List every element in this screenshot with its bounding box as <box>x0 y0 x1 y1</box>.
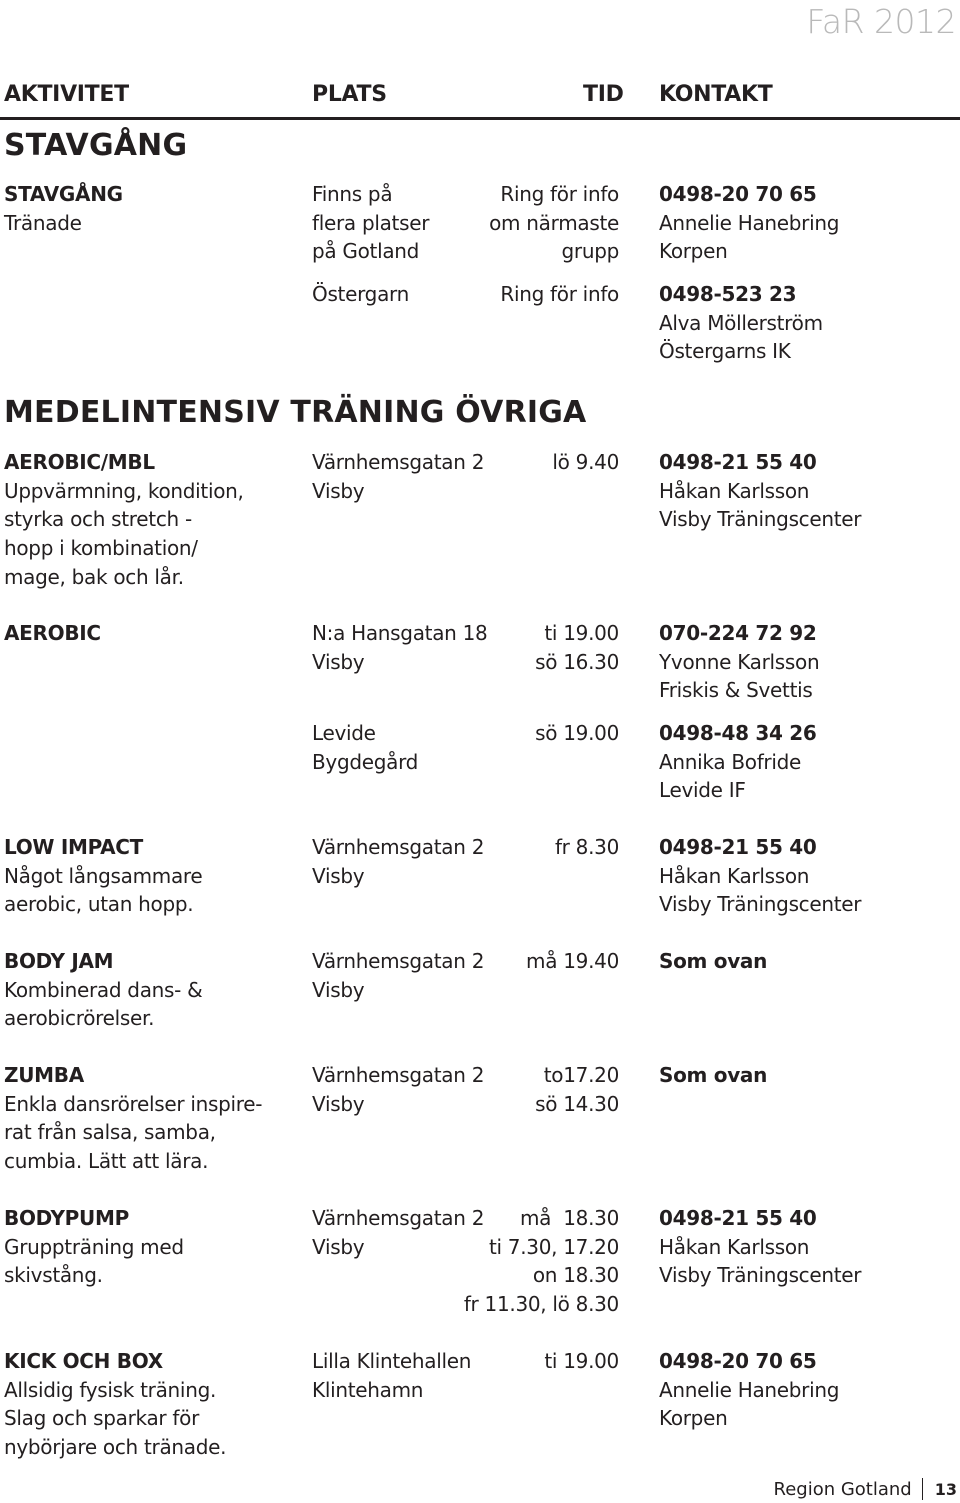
activity-title: STAVGÅNG <box>4 182 123 206</box>
contact-phone: 0498-20 70 65 <box>659 182 817 206</box>
activity-title: KICK OCH BOX <box>4 1349 163 1373</box>
contact-phone: Som ovan <box>659 1063 768 1087</box>
location: N:a Hansgatan 18 Visby <box>312 621 488 674</box>
contact-name: Alva Möllerström Östergarns IK <box>659 310 823 364</box>
location: Lilla Klintehallen Klintehamn <box>312 1349 472 1402</box>
time: må 19.40 <box>526 949 619 973</box>
contact-cell <box>659 719 817 805</box>
contact-cell <box>659 448 861 534</box>
footer-region: Region Gotland <box>773 1478 912 1500</box>
time: to17.20 sö 14.30 <box>535 1063 619 1116</box>
time: ti 19.00 <box>544 1349 619 1373</box>
time: fr 8.30 <box>554 835 619 859</box>
contact-name: Annika Bofride Levide IF <box>659 749 802 803</box>
contact-phone: 0498-21 55 40 <box>659 1206 817 1230</box>
time: lö 9.40 <box>552 450 619 474</box>
activity-cell <box>4 833 202 919</box>
time: sö 19.00 <box>535 721 619 745</box>
page-number: 13 <box>934 1479 957 1499</box>
column-header-plats: PLATS <box>312 82 387 107</box>
activity-description: Allsidig fysisk träning. Slag och sparkar för nybörjare och tränade. <box>4 1377 227 1460</box>
section-title-stavgang: STAVGÅNG <box>4 128 188 163</box>
page-footer <box>774 1477 960 1501</box>
location: Värnhemsgatan 2 Visby <box>312 949 485 1002</box>
location: Värnhemsgatan 2 Visby <box>312 1206 485 1259</box>
column-header-tid: TID <box>583 82 624 107</box>
activity-cell <box>4 180 123 237</box>
contact-cell <box>659 833 861 919</box>
contact-phone: 0498-523 23 <box>659 282 797 306</box>
contact-cell <box>659 1204 861 1290</box>
contact-cell <box>659 180 839 266</box>
contact-phone: 0498-21 55 40 <box>659 450 817 474</box>
contact-phone: 0498-20 70 65 <box>659 1349 817 1373</box>
activity-cell <box>4 1061 262 1176</box>
activity-title: BODYPUMP <box>4 1206 129 1230</box>
contact-phone: Som ovan <box>659 949 768 973</box>
footer-divider <box>922 1478 923 1500</box>
publication-label: FaR 2012 <box>806 2 956 41</box>
activity-cell <box>4 947 202 1033</box>
time: Ring för info om närmaste grupp <box>489 182 619 264</box>
contact-name: Håkan Karlsson Visby Träningscenter <box>659 478 862 532</box>
activity-title: BODY JAM <box>4 949 114 973</box>
activity-description: Kombinerad dans- & aerobicrörelser. <box>4 977 203 1031</box>
activity-description: Enkla dansrörelser inspire- rat från salsa, samba, cumbia. Lätt att lära. <box>4 1091 263 1174</box>
location: Finns på flera platser på Gotland <box>312 182 430 264</box>
activity-cell <box>4 1204 184 1290</box>
contact-name: Annelie Hanebring Korpen <box>659 1377 840 1431</box>
activity-cell <box>4 448 244 592</box>
activity-title: AEROBIC <box>4 621 101 645</box>
location: Östergarn <box>312 282 409 306</box>
activity-title: AEROBIC/MBL <box>4 450 155 474</box>
contact-cell <box>659 947 767 976</box>
contact-name: Yvonne Karlsson Friskis & Svettis <box>659 649 820 703</box>
contact-name: Håkan Karlsson Visby Träningscenter <box>659 863 862 917</box>
activity-description: Tränade <box>4 210 82 235</box>
section-title-medelintensiv: MEDELINTENSIV TRÄNING ÖVRIGA <box>4 395 587 430</box>
time: Ring för info <box>500 282 619 306</box>
activity-description: Gruppträning med skivstång. <box>4 1234 184 1288</box>
header-rule <box>0 117 960 120</box>
contact-phone: 0498-48 34 26 <box>659 721 817 745</box>
column-header-kontakt: KONTAKT <box>659 82 773 107</box>
time: må 18.30 ti 7.30, 17.20 on 18.30 fr 11.30, lö 8.30 <box>463 1206 619 1317</box>
activity-title: LOW IMPACT <box>4 835 144 859</box>
contact-phone: 070-224 72 92 <box>659 621 817 645</box>
contact-cell <box>659 1347 839 1433</box>
activity-description: Uppvärmning, kondition, styrka och stretch - hopp i kombination/ mage, bak och lår. <box>4 478 244 589</box>
time: ti 19.00 sö 16.30 <box>535 621 619 674</box>
contact-cell <box>659 1061 767 1090</box>
activity-cell <box>4 1347 226 1462</box>
location: Levide Bygdegård <box>312 721 419 774</box>
activity-description: Något långsammare aerobic, utan hopp. <box>4 863 203 917</box>
location: Värnhemsgatan 2 Visby <box>312 835 485 888</box>
activity-cell <box>4 619 101 648</box>
contact-cell <box>659 280 823 366</box>
contact-phone: 0498-21 55 40 <box>659 835 817 859</box>
column-header-aktivitet: AKTIVITET <box>4 82 129 107</box>
contact-name: Håkan Karlsson Visby Träningscenter <box>659 1234 862 1288</box>
activity-title: ZUMBA <box>4 1063 84 1087</box>
contact-cell <box>659 619 819 705</box>
location: Värnhemsgatan 2 Visby <box>312 450 485 503</box>
contact-name: Annelie Hanebring Korpen <box>659 210 840 264</box>
location: Värnhemsgatan 2 Visby <box>312 1063 485 1116</box>
